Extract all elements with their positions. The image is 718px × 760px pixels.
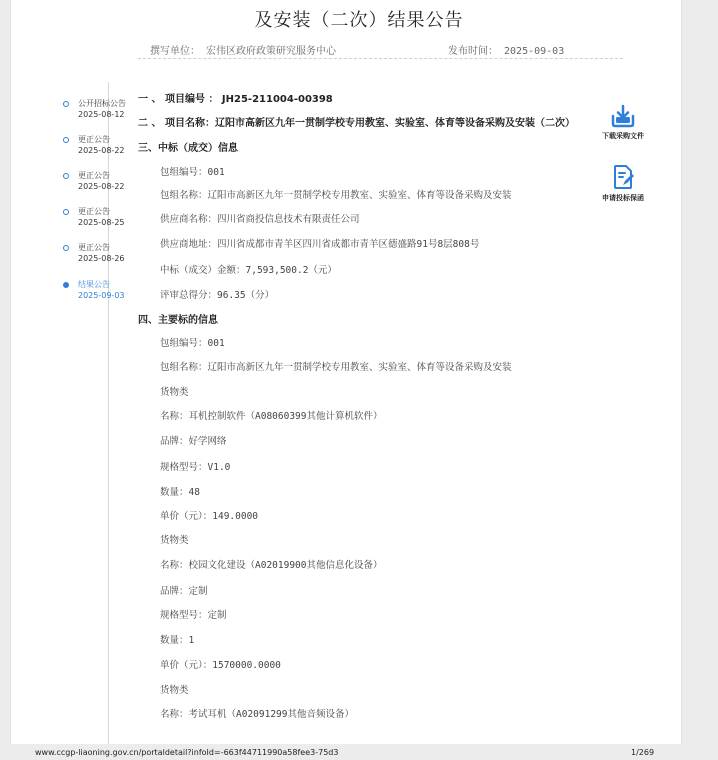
timeline-date: 2025-08-22 [78, 146, 125, 155]
items-heading: 四、主要标的信息 [138, 315, 218, 326]
item-brand: 品牌：定制 [160, 586, 208, 597]
timeline-label: 结果公告 [78, 280, 110, 289]
item-name: 名称：耳机控制软件（A08060399其他计算机软件） [160, 411, 383, 422]
timeline-label: 更正公告 [78, 135, 110, 144]
item-unit-price: 单价（元）：1570000.0000 [160, 660, 281, 671]
timeline-item-correction-3[interactable] [0, 206, 140, 236]
timeline-item-correction-1[interactable] [0, 134, 140, 164]
item-brand: 品牌：好学网络 [160, 436, 227, 447]
page-url: www.ccgp-liaoning.gov.cn/portaldetail?infoId=-663f44711990a58fee3-75d3 [35, 748, 339, 757]
timeline-label: 更正公告 [78, 171, 110, 180]
award-package-name: 包组名称：辽阳市高新区九年一贯制学校专用教室、实验室、体育等设备采购及安装 [160, 190, 512, 201]
item-category: 货物类 [160, 535, 189, 546]
timeline-item-correction-4[interactable] [0, 242, 140, 272]
timeline-item-tender[interactable] [0, 98, 140, 128]
divider [138, 58, 623, 59]
download-docs-label: 下载采购文件 [602, 132, 644, 140]
award-amount: 中标（成交）金额：7,593,500.2（元） [160, 265, 337, 276]
supplier-name: 供应商名称：四川省商投信息技术有限责任公司 [160, 214, 360, 225]
timeline-dot [63, 173, 69, 179]
timeline-dot [63, 101, 69, 107]
download-docs-button[interactable] [598, 104, 648, 141]
item-unit-price: 单价（元）：149.0000 [160, 511, 259, 522]
download-icon [610, 104, 636, 128]
supplier-address: 供应商地址：四川省成都市青羊区四川省成都市青羊区德盛路91号8层808号 [160, 239, 480, 250]
item-quantity: 数量：1 [160, 635, 195, 646]
item-category: 货物类 [160, 685, 189, 696]
item-name: 名称：考试耳机（A02091299其他音频设备） [160, 709, 354, 720]
item-model: 规格型号：定制 [160, 610, 227, 621]
timeline-label: 公开招标公告 [78, 99, 126, 108]
review-score: 评审总得分：96.35（分） [160, 290, 275, 301]
award-package-no: 包组编号：001 [160, 167, 225, 178]
award-heading: 三、中标（成交）信息 [138, 143, 238, 154]
document-pen-icon [610, 164, 636, 190]
timeline-dot [63, 209, 69, 215]
item-category: 货物类 [160, 387, 189, 398]
publish-date: 发布时间： 2025-09-03 [448, 46, 565, 57]
apply-guarantee-label: 申请投标保函 [602, 194, 644, 202]
timeline-item-result[interactable] [0, 279, 140, 309]
timeline-date: 2025-09-03 [78, 291, 125, 300]
items-package-no: 包组编号：001 [160, 338, 225, 349]
timeline-dot [63, 137, 69, 143]
timeline-dot [63, 245, 69, 251]
item-quantity: 数量：48 [160, 487, 200, 498]
page-title: 及安装（二次）结果公告 [254, 10, 464, 31]
page-counter: 1/269 [631, 748, 655, 757]
project-name: 二 、 项目名称：辽阳市高新区九年一贯制学校专用教室、实验室、体育等设备采购及安装（二次） [138, 118, 575, 129]
timeline-date: 2025-08-25 [78, 218, 125, 227]
item-model: 规格型号：V1.0 [160, 462, 231, 473]
project-number: 一 、 项目编号 ： JH25-211004-00398 [138, 94, 333, 105]
timeline-dot [63, 282, 69, 288]
items-package-name: 包组名称：辽阳市高新区九年一贯制学校专用教室、实验室、体育等设备采购及安装 [160, 362, 512, 373]
item-name: 名称：校园文化建设（A02019900其他信息化设备） [160, 560, 383, 571]
timeline-date: 2025-08-26 [78, 254, 125, 263]
timeline-date: 2025-08-22 [78, 182, 125, 191]
timeline-item-correction-2[interactable] [0, 170, 140, 200]
author-unit: 撰写单位： 宏伟区政府政策研究服务中心 [150, 46, 337, 57]
apply-guarantee-button[interactable] [598, 164, 648, 203]
timeline-label: 更正公告 [78, 207, 110, 216]
timeline-label: 更正公告 [78, 243, 110, 252]
timeline-date: 2025-08-12 [78, 110, 125, 119]
